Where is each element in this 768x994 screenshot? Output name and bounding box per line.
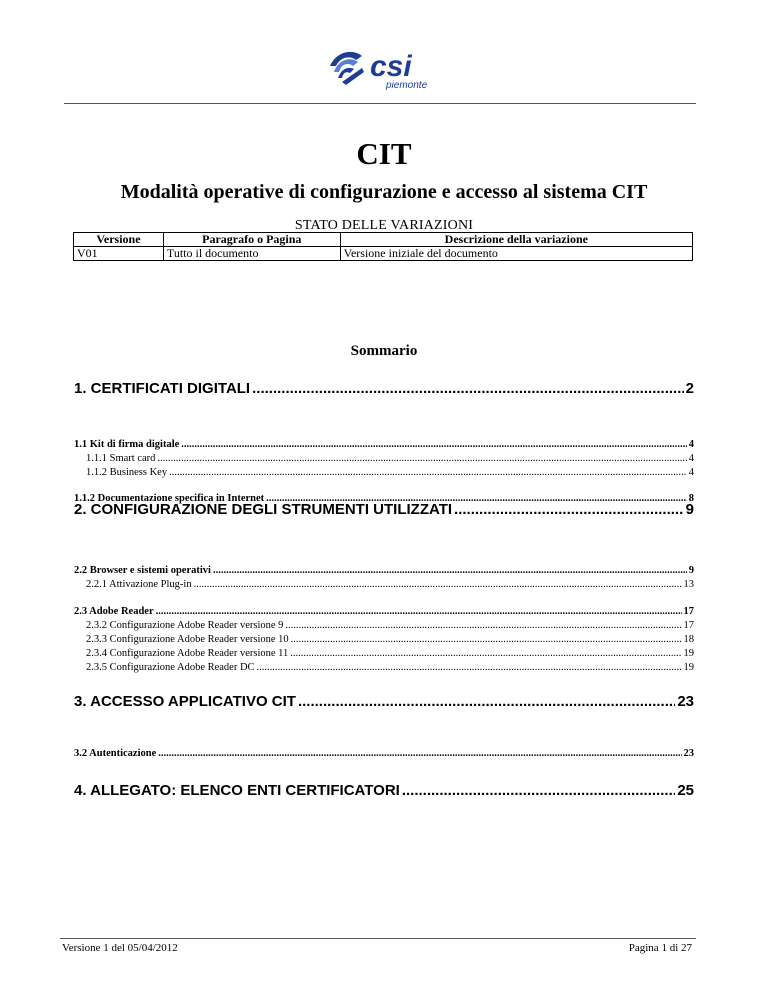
toc-entry[interactable] <box>74 453 694 464</box>
toc-entry[interactable] <box>74 467 694 478</box>
toc-entry-label[interactable]: 1.1.2 Documentazione specifica in Internet <box>74 493 265 504</box>
toc-leader-dots <box>213 565 687 576</box>
toc-entry[interactable] <box>74 748 694 759</box>
toc-entry-page[interactable]: 9 <box>688 565 694 576</box>
toc-entry-label[interactable]: 4. ALLEGATO: ELENCO ENTI CERTIFICATORI <box>74 782 400 799</box>
toc-entry[interactable] <box>74 693 694 710</box>
toc-entry-label[interactable]: 2.2 Browser e sistemi operativi <box>74 565 211 576</box>
toc-entry-label[interactable]: 3.2 Autenticazione <box>74 748 157 759</box>
toc-entry-page[interactable]: 9 <box>685 501 694 518</box>
header-divider <box>64 103 696 104</box>
toc-entry-label[interactable]: 2.3.4 Configurazione Adobe Reader versione 11 <box>86 648 289 659</box>
toc-leader-dots <box>402 782 675 799</box>
column-header-version: Versione <box>74 233 164 247</box>
toc-entry-page[interactable]: 13 <box>683 579 694 590</box>
toc-entry[interactable] <box>74 579 694 590</box>
toc-entry-label[interactable]: 2. CONFIGURAZIONE DEGLI STRUMENTI UTILIZZATI <box>74 501 453 518</box>
toc-leader-dots <box>157 453 686 464</box>
toc-leader-dots <box>454 501 684 518</box>
toc-entry[interactable] <box>74 380 694 397</box>
toc-entry-label[interactable]: 3. ACCESSO APPLICATIVO CIT <box>74 693 296 710</box>
csi-logo-graphic <box>326 42 446 94</box>
toc-entry-label[interactable]: 2.3.2 Configurazione Adobe Reader versione 9 <box>86 620 284 631</box>
toc-entry[interactable] <box>74 439 694 450</box>
toc-entry-page[interactable]: 19 <box>683 648 694 659</box>
toc-entry-label[interactable]: 1.1 Kit di firma digitale <box>74 439 180 450</box>
toc-leader-dots <box>158 748 681 759</box>
toc-entry-page[interactable]: 4 <box>688 439 694 450</box>
toc-entry-page[interactable]: 19 <box>683 662 694 673</box>
table-row <box>74 247 693 261</box>
toc-entry[interactable] <box>74 648 694 659</box>
svg-text:piemonte: piemonte <box>386 80 428 91</box>
changes-table-header-row <box>74 233 693 247</box>
toc-leader-dots <box>169 467 687 478</box>
toc-leader-dots <box>298 693 675 710</box>
footer-divider <box>60 938 696 939</box>
changes-table-caption: STATO DELLE VARIAZIONI <box>294 218 474 233</box>
toc-entry-page[interactable]: 23 <box>677 693 694 710</box>
toc-entry-page[interactable]: 18 <box>683 634 694 645</box>
toc-leader-dots <box>181 439 686 450</box>
toc-entry-page[interactable]: 2 <box>685 380 694 397</box>
toc-entry-page[interactable]: 17 <box>683 620 694 631</box>
changes-table <box>73 232 693 261</box>
toc-entry[interactable] <box>74 782 694 799</box>
toc-entry-label[interactable]: 1.1.2 Business Key <box>86 467 168 478</box>
cell-paragraph: Tutto il documento <box>163 247 340 261</box>
toc-leader-dots <box>257 662 682 673</box>
toc-entry[interactable] <box>74 501 694 518</box>
toc-entry[interactable] <box>74 565 694 576</box>
cell-description: Versione iniziale del documento <box>340 247 692 261</box>
footer-page-number: Pagina 1 di 27 <box>628 942 692 954</box>
toc-leader-dots <box>291 634 682 645</box>
column-header-description: Descrizione della variazione <box>340 233 692 247</box>
toc-leader-dots <box>156 606 682 617</box>
toc-entry-label[interactable]: 2.3.3 Configurazione Adobe Reader versione 10 <box>86 634 289 645</box>
toc-entry-label[interactable]: 1. CERTIFICATI DIGITALI <box>74 380 251 397</box>
column-header-paragraph: Paragrafo o Pagina <box>163 233 340 247</box>
svg-text:csi: csi <box>370 50 412 83</box>
toc-entry-page[interactable]: 4 <box>688 453 694 464</box>
toc-leader-dots <box>252 380 684 397</box>
toc-leader-dots <box>285 620 681 631</box>
toc-entry-page[interactable]: 23 <box>683 748 694 759</box>
toc-entry-page[interactable]: 4 <box>688 467 694 478</box>
toc-entry-page[interactable]: 8 <box>688 493 694 504</box>
toc-entry-label[interactable]: 2.2.1 Attivazione Plug-in <box>86 579 192 590</box>
toc-entry-label[interactable]: 2.3.5 Configurazione Adobe Reader DC <box>86 662 255 673</box>
toc-entry-label[interactable]: 2.3 Adobe Reader <box>74 606 154 617</box>
cell-version: V01 <box>74 247 164 261</box>
toc-heading: Sommario <box>350 343 418 359</box>
toc-leader-dots <box>290 648 681 659</box>
toc-entry-label[interactable]: 1.1.1 Smart card <box>86 453 156 464</box>
toc-leader-dots <box>194 579 682 590</box>
toc-entry[interactable] <box>74 662 694 673</box>
document-title: CIT <box>356 136 412 171</box>
toc-entry[interactable] <box>74 606 694 617</box>
document-subtitle: Modalità operative di configurazione e accesso al sistema CIT <box>120 181 648 203</box>
footer-version: Versione 1 del 05/04/2012 <box>62 942 178 954</box>
toc-entry-page[interactable]: 25 <box>677 782 694 799</box>
toc-entry[interactable] <box>74 620 694 631</box>
csi-piemonte-logo <box>326 42 446 94</box>
toc-entry-page[interactable]: 17 <box>683 606 694 617</box>
toc-entry[interactable] <box>74 634 694 645</box>
